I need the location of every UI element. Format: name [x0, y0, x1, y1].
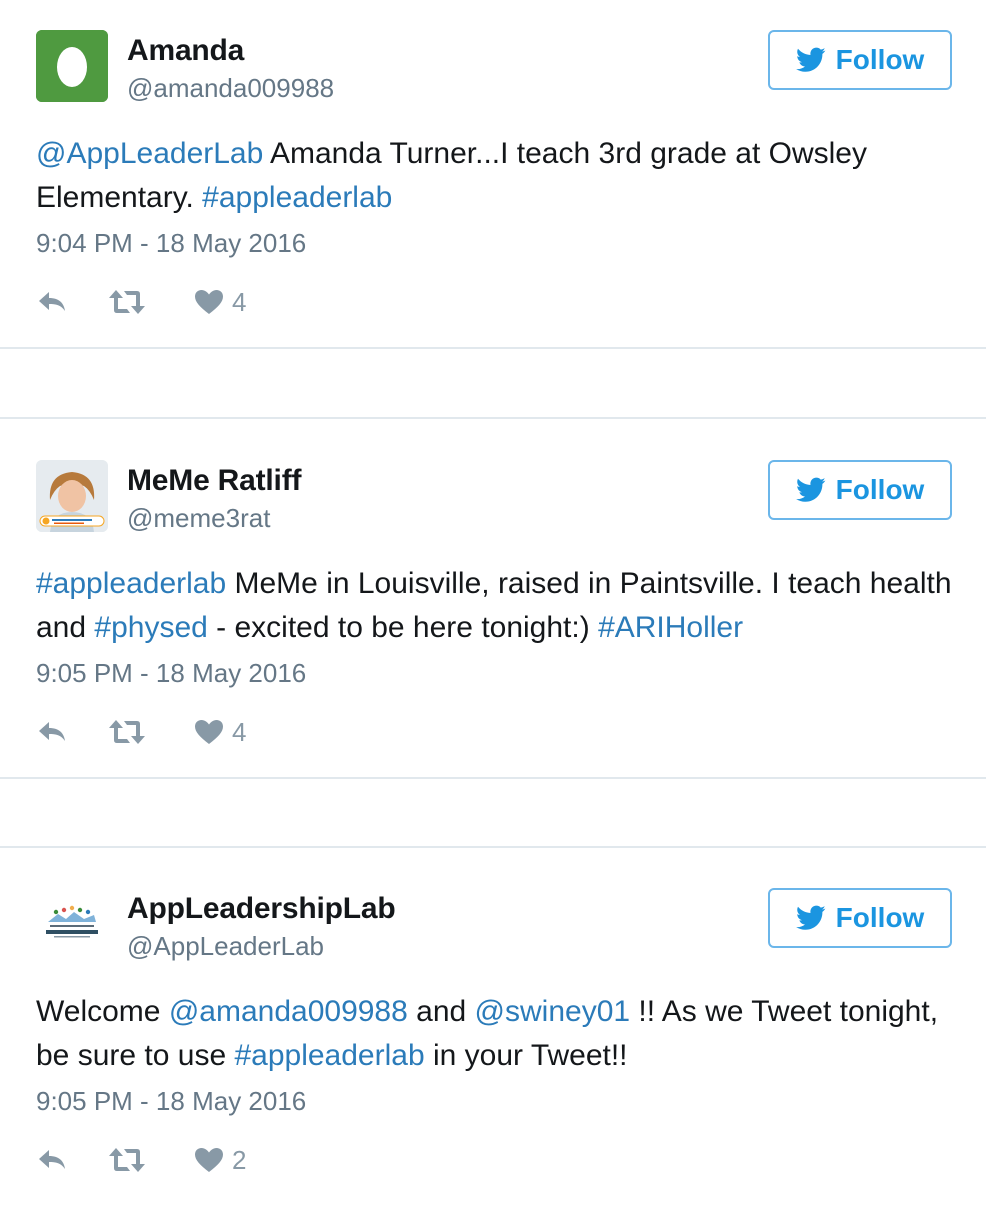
mention-link[interactable]: @AppLeaderLab — [36, 137, 264, 170]
tweet-text-segment: in your Tweet!! — [424, 1039, 628, 1072]
tweet-actions — [36, 284, 436, 320]
hashtag-link[interactable]: #appleaderlab — [36, 567, 227, 600]
follow-button-label: Follow — [835, 474, 925, 505]
display-name[interactable]: MeMe Ratliff — [127, 464, 302, 497]
tweet-text-segment: !! As we Tweet tonight, be sure to use — [36, 995, 939, 1072]
tweet-text-segment: - excited to be here tonight:) — [207, 611, 599, 644]
divider — [0, 417, 986, 419]
like-button[interactable] — [194, 1142, 246, 1178]
tweet-timestamp[interactable]: 9:05 PM - 18 May 2016 — [36, 658, 307, 688]
like-count: 2 — [232, 1144, 247, 1175]
twitter-bird-icon — [796, 905, 826, 931]
heart-icon — [194, 719, 224, 745]
reply-icon — [36, 289, 68, 315]
divider — [0, 777, 986, 779]
mention-link[interactable]: @amanda009988 — [168, 995, 408, 1028]
tweet-timestamp[interactable]: 9:05 PM - 18 May 2016 — [36, 1086, 307, 1116]
hashtag-link[interactable]: #ARIHoller — [598, 611, 744, 644]
reply-icon — [36, 719, 68, 745]
display-name[interactable]: AppLeadershipLab — [127, 892, 396, 925]
tweet-text — [36, 990, 956, 1078]
tweet-text — [36, 132, 956, 220]
follow-button[interactable] — [768, 460, 952, 520]
like-count: 4 — [232, 286, 247, 317]
divider — [0, 347, 986, 349]
user-handle[interactable]: @meme3rat — [127, 503, 271, 533]
reply-button[interactable] — [36, 714, 68, 750]
user-handle[interactable]: @amanda009988 — [127, 73, 335, 103]
follow-button[interactable] — [768, 888, 952, 948]
follow-button-label: Follow — [835, 44, 925, 75]
mention-link[interactable]: @swiney01 — [474, 995, 631, 1028]
profile-photo-icon — [36, 460, 108, 532]
reply-icon — [36, 1147, 68, 1173]
heart-icon — [194, 1147, 224, 1173]
tweet-text-segment: and — [407, 995, 475, 1028]
avatar[interactable] — [36, 460, 108, 532]
twitter-bird-icon — [796, 47, 826, 73]
follow-button[interactable] — [768, 30, 952, 90]
like-count: 4 — [232, 716, 247, 747]
divider — [0, 846, 986, 848]
avatar[interactable] — [36, 888, 108, 960]
tweet-text-segment: Welcome — [36, 995, 169, 1028]
tweet-actions — [36, 714, 436, 750]
hashtag-link[interactable]: #appleaderlab — [202, 181, 393, 214]
retweet-icon — [108, 718, 146, 746]
reply-button[interactable] — [36, 284, 68, 320]
tweet-card — [0, 430, 986, 778]
display-name[interactable]: Amanda — [127, 34, 245, 67]
tweet-card — [0, 0, 986, 348]
tweet-text — [36, 562, 956, 650]
follow-button-label: Follow — [835, 902, 925, 933]
retweet-button[interactable] — [108, 284, 146, 320]
tweet-text-segment: Amanda Turner...I teach 3rd grade at Owsley Elementary. — [36, 137, 867, 214]
reply-button[interactable] — [36, 1142, 68, 1178]
like-button[interactable] — [194, 714, 246, 750]
retweet-button[interactable] — [108, 1142, 146, 1178]
hashtag-link[interactable]: #appleaderlab — [234, 1039, 425, 1072]
heart-icon — [194, 289, 224, 315]
hashtag-link[interactable]: #physed — [94, 611, 208, 644]
tweet-card — [0, 858, 986, 1206]
retweet-button[interactable] — [108, 714, 146, 750]
leadership-logo-icon — [36, 888, 108, 960]
twitter-bird-icon — [796, 477, 826, 503]
tweet-text-segment: MeMe in Louisville, raised in Paintsville. I teach health and — [36, 567, 952, 644]
tweet-actions — [36, 1142, 436, 1178]
like-button[interactable] — [194, 284, 246, 320]
retweet-icon — [108, 288, 146, 316]
egg-avatar-icon — [36, 30, 108, 102]
user-handle[interactable]: @AppLeaderLab — [127, 931, 324, 961]
retweet-icon — [108, 1146, 146, 1174]
tweet-timestamp[interactable]: 9:04 PM - 18 May 2016 — [36, 228, 307, 258]
avatar[interactable] — [36, 30, 108, 102]
